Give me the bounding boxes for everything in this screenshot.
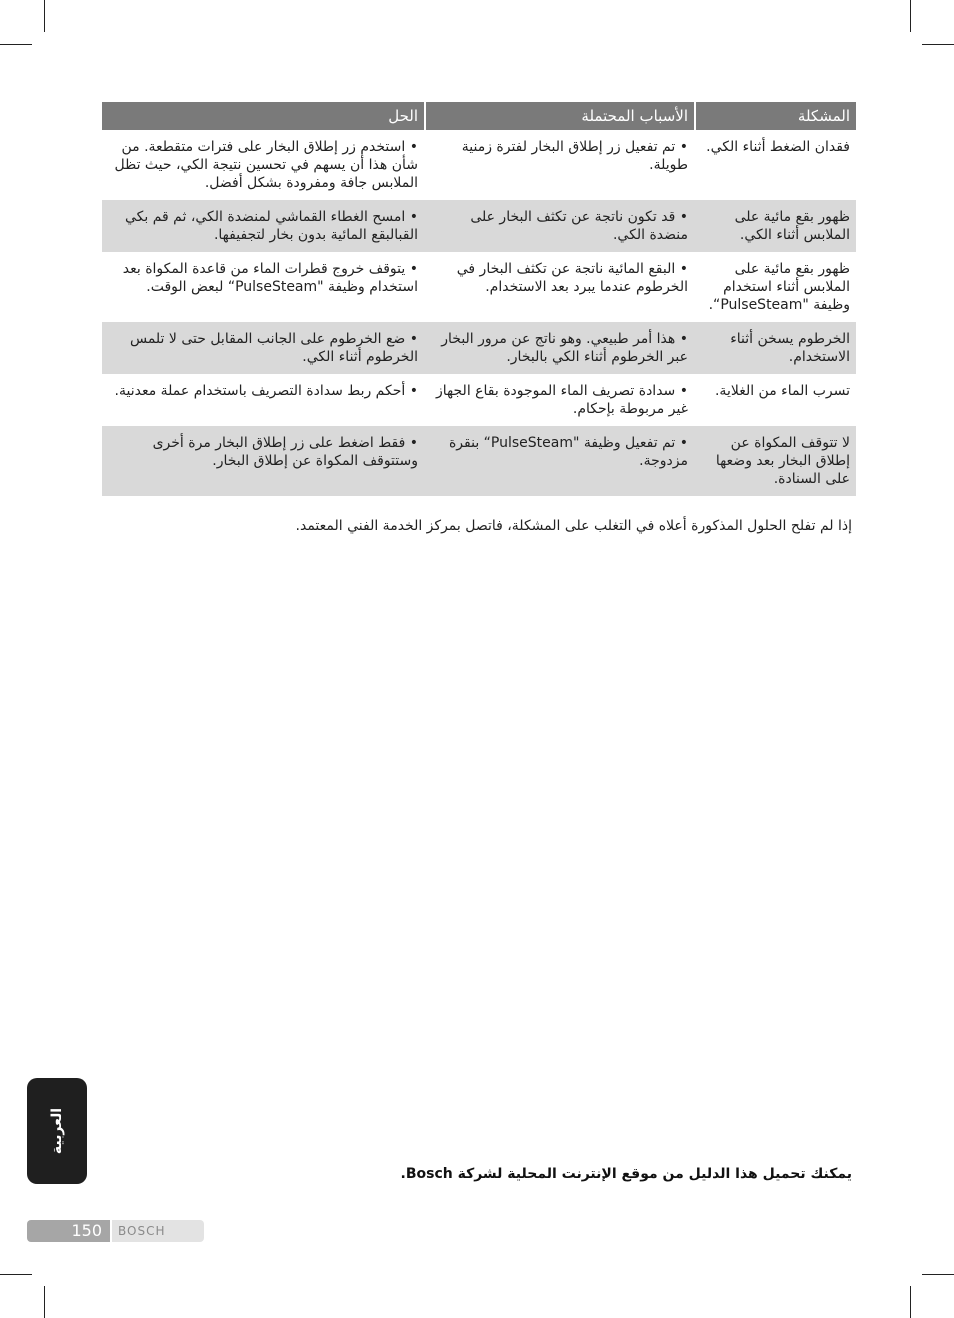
header-problem: المشكلة	[694, 102, 856, 130]
cause-cell	[424, 426, 694, 496]
cause-text: • تم تفعيل وظيفة "PulseSteam“ بنقرة مزدوجة.	[449, 435, 688, 469]
brand-label: BOSCH	[112, 1220, 204, 1242]
solution-cell	[102, 200, 424, 252]
crop-mark	[44, 0, 45, 32]
cause-cell	[424, 130, 694, 200]
table-row	[102, 374, 856, 426]
troubleshooting-table	[102, 102, 856, 496]
crop-mark	[0, 44, 32, 45]
cause-cell	[424, 374, 694, 426]
crop-mark	[44, 1286, 45, 1318]
cause-text: • البقع المائية ناتجة عن تكثف البخار في الخرطوم عندما يبرد بعد الاستخدام.	[457, 261, 688, 295]
table-row	[102, 130, 856, 200]
solution-text: • ضع الخرطوم على الجانب المقابل حتى لا تلمس الخرطوم أثناء الكي.	[130, 331, 418, 365]
cause-cell	[424, 252, 694, 322]
cause-cell	[424, 322, 694, 374]
language-tab-label: العربية	[49, 1107, 65, 1155]
table-header-row	[102, 102, 856, 130]
problem-cell: تسرب الماء من الغلاية.	[714, 383, 850, 399]
table-row	[102, 426, 856, 496]
table-row	[102, 252, 856, 322]
service-note: إذا لم تفلح الحلول المذكورة أعلاه في التغلب على المشكلة، فاتصل بمركز الخدمة الفني المعتمد.	[295, 518, 852, 534]
cause-text: • تم تفعيل زر إطلاق البخار لفترة زمنية طويلة.	[462, 139, 688, 173]
solution-cell	[102, 130, 424, 200]
crop-mark	[910, 1286, 911, 1318]
solution-text: • أحكم ربط سدادة التصريف باستخدام عملة معدنية.	[115, 383, 418, 399]
table-row	[102, 322, 856, 374]
download-note: يمكنك تحميل هذا الدليل من موقع الإنترنت المحلية لشركة Bosch.	[400, 1166, 852, 1182]
crop-mark	[922, 44, 954, 45]
header-cause: الأسباب المحتملة	[424, 102, 694, 130]
crop-mark	[0, 1274, 32, 1275]
cause-text: • هذا أمر طبيعي. وهو ناتج عن مرور البخار عبر الخرطوم أثناء الكي بالبخار.	[441, 331, 688, 365]
solution-text: • امسح الغطاء القماشي لمنضدة الكي، ثم قم بكي القبالبقع المائية بدون بخار لتجفيفها.	[125, 209, 418, 243]
problem-cell: لا تتوقف المكواة عن إطلاق البخار بعد وضعها على السنادة.	[694, 426, 856, 496]
language-tab	[27, 1078, 87, 1184]
page-number: 150	[27, 1220, 110, 1242]
crop-mark	[910, 0, 911, 32]
problem-cell: ظهور بقع مائية على الملابس أثناء الكي.	[694, 200, 856, 252]
solution-cell	[102, 374, 424, 426]
problem-cell: ظهور بقع مائية على الملابس أثناء استخدام وظيفة "PulseSteam“.	[708, 261, 850, 313]
page-footer	[27, 1220, 204, 1242]
solution-text: • يتوقف خروج قطرات الماء من قاعدة المكواة بعد استخدام وظيفة "PulseSteam“ لبعض الوقت.	[123, 261, 418, 295]
crop-mark	[922, 1274, 954, 1275]
problem-cell: فقدان الضغط أثناء الكي.	[706, 139, 850, 155]
problem-cell: الخرطوم يسخن أثناء الاستخدام.	[694, 322, 856, 374]
solution-text: • استخدم زر إطلاق البخار على فترات متقطعة. من شأن هذا أن يسهم في تحسين نتيجة الكي، حيث تظل الملابس جافة ومفرودة بشكل أفضل.	[114, 139, 418, 191]
solution-cell	[102, 426, 424, 496]
header-solution: الحل	[102, 102, 424, 130]
solution-cell	[102, 252, 424, 322]
solution-text: • فقط اضغط على زر إطلاق البخار مرة أخرى وستتوقف المكواة عن إطلاق البخار.	[153, 435, 418, 469]
cause-text: • قد تكون ناتجة عن تكثف البخار على منضدة الكي.	[470, 209, 688, 243]
cause-text: • سدادة تصريف الماء الموجودة بقاع الجهاز غير مربوطة بإحكام.	[436, 383, 688, 417]
table-row	[102, 200, 856, 252]
cause-cell	[424, 200, 694, 252]
solution-cell	[102, 322, 424, 374]
